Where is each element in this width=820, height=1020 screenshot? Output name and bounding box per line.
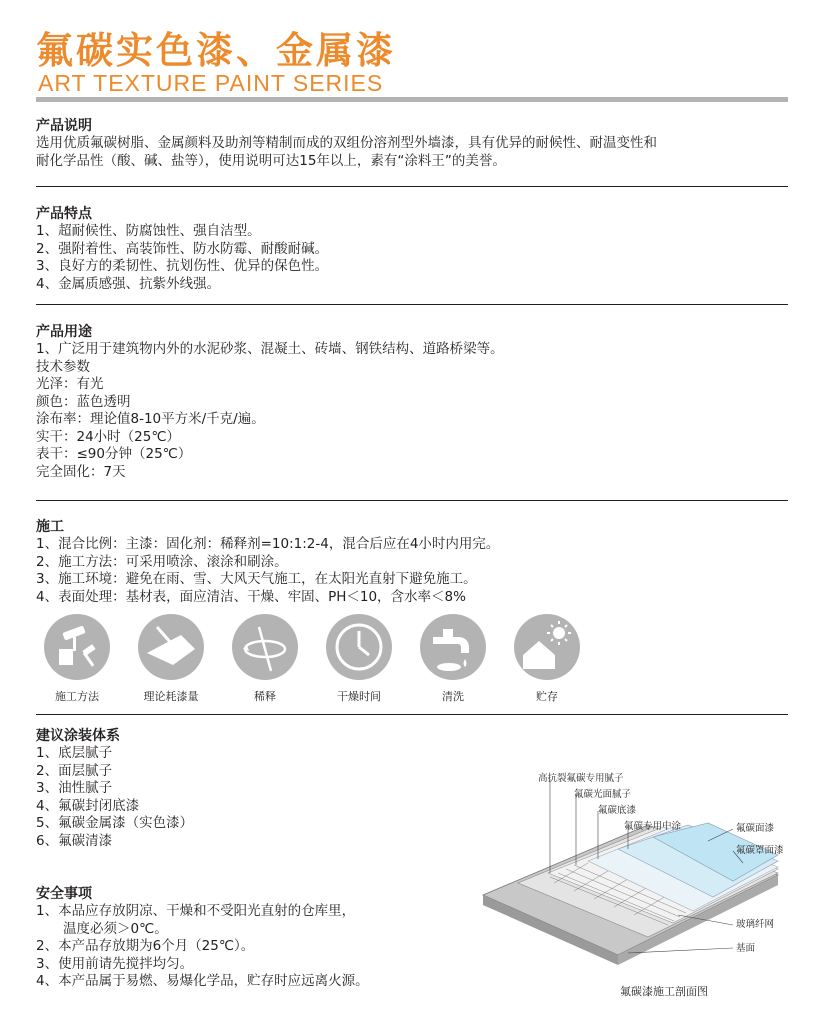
list-item: 6、氟碳清漆 [36,832,113,849]
label-clearcoat: 氟碳罩面漆 [736,845,784,856]
list-item: 完全固化：7天 [36,463,126,480]
paint-tools-icon [43,613,111,681]
section-title: 施工 [36,519,64,535]
icon-label: 施工方法 [55,690,99,703]
page-title: 氟碳实色漆、金属漆 [36,29,396,72]
features-section [36,206,788,293]
label-midcoat: 氟碳专用中涂 [624,821,682,832]
divider [36,714,788,715]
list-item: 1、混合比例：主漆：固化剂：稀释剂=10:1:2-4，混合后应在4小时内用完。 [36,536,500,552]
list-item: 2、施工方法：可采用喷涂、滚涂和刷涂。 [36,553,288,570]
safety-section [36,886,466,991]
label-crack-putty: 高抗裂氟碳专用腻子 [538,773,624,784]
list-item: 颜色：蓝色透明 [36,393,131,410]
section-title: 产品特点 [36,206,92,222]
divider [36,186,788,187]
diagram-caption: 氟碳漆施工剖面图 [620,985,708,998]
faucet-icon [419,613,487,681]
icon-item [130,613,212,704]
usage-section [36,324,788,481]
divider [36,500,788,501]
coating-system-section [36,728,456,850]
list-item: 3、油性腻子 [36,780,113,796]
list-item: 4、金属质感强、抗紫外线强。 [36,275,221,292]
divider [36,304,788,305]
list-item: 涂布率：理论值8-10平方米/千克/遍。 [36,411,265,427]
section-title: 产品用途 [36,324,92,340]
label-fiberglass: 玻璃纤网 [736,919,775,930]
icon-item [36,613,118,704]
list-item: 实干：24小时（25℃） [36,428,181,445]
house-sun-icon [513,613,581,681]
icon-row [36,613,596,708]
list-item: 2、本产品存放期为6个月（25℃）。 [36,938,255,954]
icon-item [412,613,494,704]
description-section [36,118,788,170]
list-item: 温度必须＞0℃。 [36,920,168,937]
list-item: 5、氟碳金属漆（实色漆） [36,815,194,831]
text-line: 耐化学品性（酸、碱、盐等），使用说明可达15年以上，素有“涂料王”的美誉。 [36,152,506,169]
list-item: 2、强附着性、高装饰性、防水防霉、耐酸耐碱。 [36,240,329,257]
list-item: 4、氟碳封闭底漆 [36,797,140,814]
list-item: 1、底层腻子 [36,745,113,761]
construction-section [36,519,788,606]
icon-label: 清洗 [442,690,464,703]
list-item: 3、施工环境：避免在雨、雪、大风天气施工，在太阳光直射下避免施工。 [36,571,477,587]
clock-icon [325,613,393,681]
list-item: 4、表面处理：基材表，面应清洁、干燥、牢固、PH＜10，含水率＜8% [36,588,466,605]
list-item: 1、超耐候性、防腐蚀性、强自洁型。 [36,223,261,239]
list-item: 3、良好方的柔韧性、抗划伤性、优异的保色性。 [36,258,329,274]
list-item: 1、本品应存放阴凉、干燥和不受阳光直射的仓库里， [36,903,356,919]
text-line: 选用优质氟碳树脂、金属颜料及助剂等精制而成的双组份溶剂型外墙漆，具有优异的耐候性、耐温变性和 [36,135,657,151]
list-item: 光泽：有光 [36,376,104,392]
list-item: 2、面层腻子 [36,762,113,779]
list-item: 表干：≤90分钟（25℃） [36,446,192,462]
paint-pour-icon [137,613,205,681]
section-title: 建议涂装体系 [36,728,120,744]
icon-item [224,613,306,704]
section-title: 产品说明 [36,118,92,134]
coating-cross-section-diagram [478,765,798,1005]
icon-label: 稀释 [254,690,276,703]
icon-label: 干燥时间 [337,690,381,703]
list-item: 1、广泛用于建筑物内外的水泥砂浆、混凝土、砖墙、钢铁结构、道路桥梁等。 [36,341,504,357]
list-item: 技术参数 [36,358,90,375]
header-bar [36,97,788,102]
icon-item [506,613,588,704]
stir-dilute-icon [231,613,299,681]
icon-label: 理论耗漆量 [143,690,199,703]
page-subtitle: ART TEXTURE PAINT SERIES [38,70,384,96]
list-item: 4、本产品属于易燃、易爆化学品，贮存时应远离火源。 [36,973,369,989]
label-primer: 氟碳底漆 [598,805,637,816]
label-substrate: 基面 [736,943,756,954]
icon-item [318,613,400,704]
label-smooth-putty: 氟碳光面腻子 [574,789,632,800]
section-title: 安全事项 [36,886,92,902]
list-item: 3、使用前请先搅拌均匀。 [36,955,194,972]
label-topcoat: 氟碳面漆 [736,823,775,834]
icon-label: 贮存 [536,690,558,703]
